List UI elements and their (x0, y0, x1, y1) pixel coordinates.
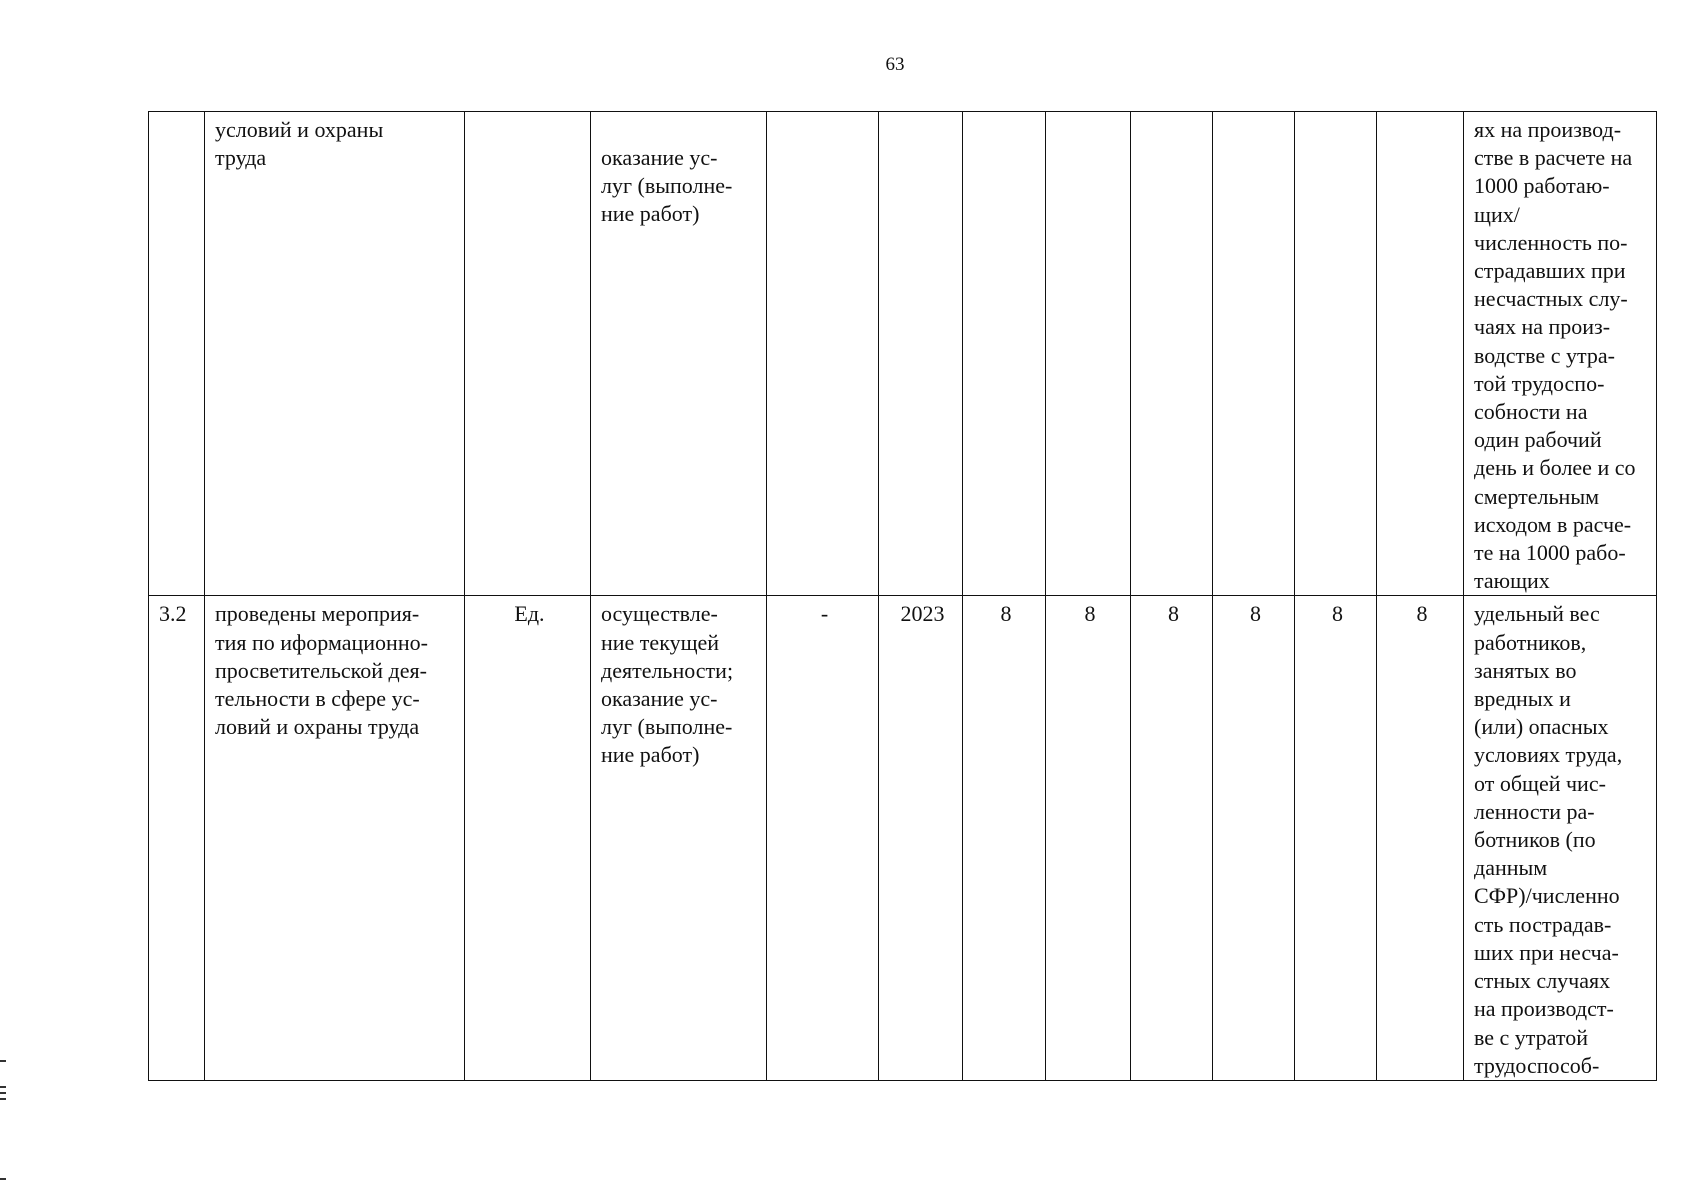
year-value-3: 8 (1131, 596, 1213, 1080)
measure-type (591, 112, 767, 596)
row-number (149, 112, 205, 596)
year-value-5 (1295, 112, 1377, 596)
base-year (879, 112, 963, 596)
unit-cell: Ед. (465, 596, 591, 1080)
year-value-1 (963, 112, 1046, 596)
unit-cell (465, 112, 591, 596)
year-value-3 (1131, 112, 1213, 596)
measure-name: условий и охраны труда (205, 112, 465, 596)
measure-name: проведены мероприя- тия по иформационно- просветительской дея- тельности в сфере ус- ловий и охраны труда (205, 596, 465, 1080)
year-value-4 (1213, 112, 1295, 596)
margin-mark (0, 1086, 6, 1088)
margin-mark (0, 1092, 6, 1094)
measure-type-text: оказание ус- луг (выполне- ние работ) (601, 145, 733, 227)
base-value: - (767, 596, 879, 1080)
table-row (149, 596, 1657, 1080)
year-value-2 (1046, 112, 1131, 596)
year-value-6 (1377, 112, 1464, 596)
row-number: 3.2 (149, 596, 205, 1080)
year-value-2: 8 (1046, 596, 1131, 1080)
margin-mark (0, 1178, 6, 1180)
year-value-1: 8 (963, 596, 1046, 1080)
base-value (767, 112, 879, 596)
margin-mark (0, 1060, 6, 1062)
indicator-cell: ях на производ- стве в расчете на 1000 работаю- щих/ численность по- страдавших при несчастных слу- чаях на произ- водстве с утра- той трудоспо- собности на один рабочий день и более и со смертельным исходом в расче- те на 1000 рабо- тающих (1464, 112, 1657, 596)
year-value-5: 8 (1295, 596, 1377, 1080)
base-year: 2023 (879, 596, 963, 1080)
year-value-6: 8 (1377, 596, 1464, 1080)
measures-table (148, 111, 1657, 1081)
table-row (149, 112, 1657, 596)
page-number: 63 (885, 54, 905, 75)
margin-mark (0, 1098, 6, 1100)
year-value-4: 8 (1213, 596, 1295, 1080)
spacer (601, 116, 760, 144)
indicator-cell: удельный вес работников, занятых во вредных и (или) опасных условиях труда, от общей чис- ленности ра- ботников (по данным СФР)/численно сть пострадав- ших при несча- стных случаях на производст- ве с утратой трудоспособ- (1464, 596, 1657, 1080)
measure-type: осуществле- ние текущей деятельности; оказание ус- луг (выполне- ние работ) (591, 596, 767, 1080)
